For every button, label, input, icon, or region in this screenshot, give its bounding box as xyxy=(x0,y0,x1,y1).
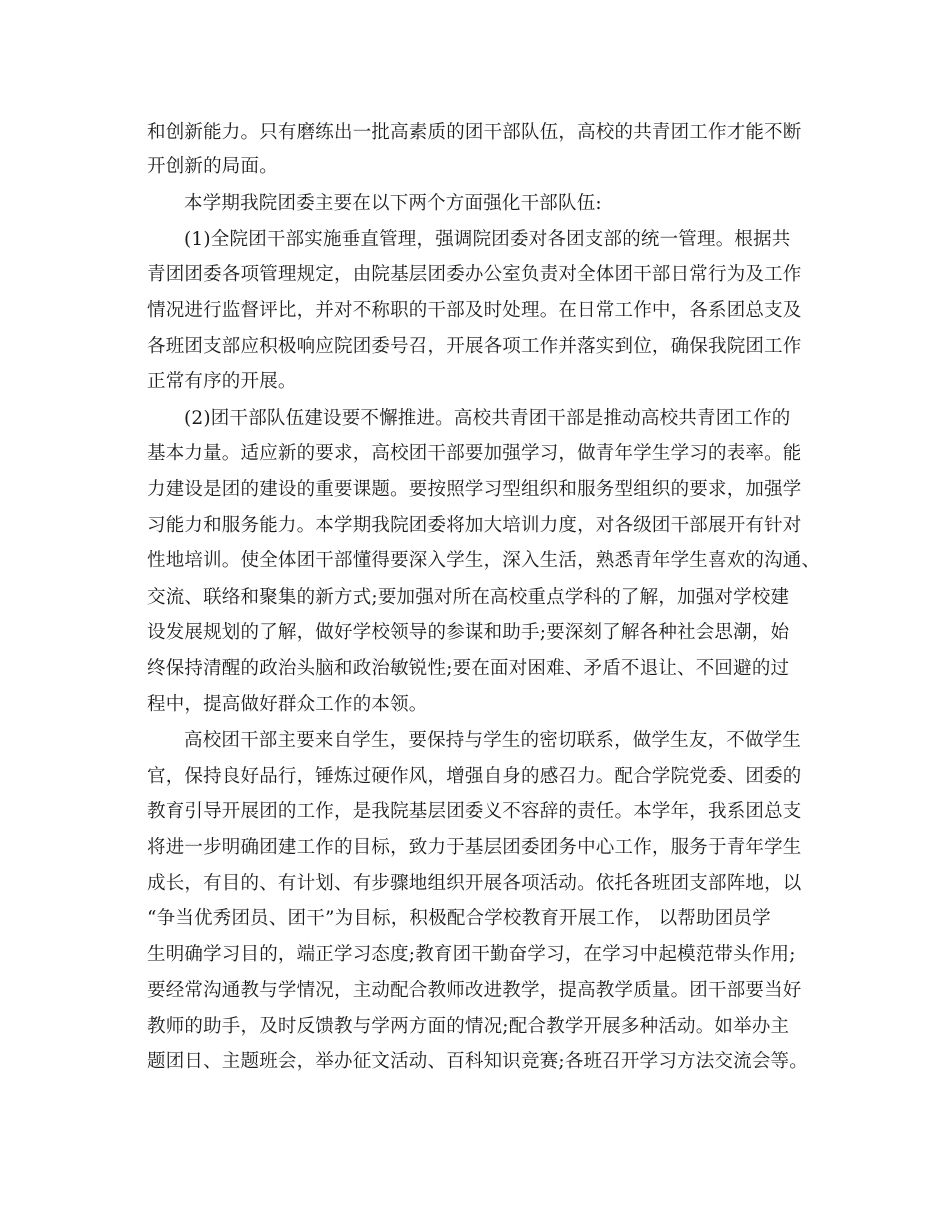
text-line: 成长，有目的、有计划、有步骤地组织开展各项活动。依托各班团支部阵地，以 xyxy=(147,873,802,894)
text-line: 和创新能力。只有磨练出一批高素质的团干部队伍，高校的共青团工作才能不断 xyxy=(147,122,802,143)
paragraph-first-line: 本学期我院团委主要在以下两个方面强化干部队伍: xyxy=(184,193,602,214)
text-line: 生明确学习目的，端正学习态度;教育团干勤奋学习，在学习中起模范带头作用; xyxy=(147,944,796,965)
text-line: 情况进行监督评比，并对不称职的干部及时处理。在日常工作中，各系团总支及 xyxy=(147,300,802,321)
text-line: 程中，提高做好群众工作的本领。 xyxy=(147,694,428,715)
text-line: 力建设是团的建设的重要课题。要按照学习型组织和服务型组织的要求，加强学 xyxy=(147,479,802,500)
text-line: 各班团支部应积极响应院团委号召，开展各项工作并落实到位，确保我院团工作 xyxy=(147,336,802,357)
text-line: “争当优秀团员、团干”为目标，积极配合学校教育开展工作， 以帮助团员学 xyxy=(147,908,771,929)
text-line: 习能力和服务能力。本学期我院团委将加大培训力度，对各级团干部展开有针对 xyxy=(147,515,802,536)
text-line: 要经常沟通教与学情况，主动配合教师改进教学，提高教学质量。团干部要当好 xyxy=(147,980,802,1001)
text-line: 开创新的局面。 xyxy=(147,156,278,177)
text-line: 正常有序的开展。 xyxy=(147,371,297,392)
text-line: 终保持清醒的政治头脑和政治敏锐性;要在面对困难、矛盾不退让、不回避的过 xyxy=(147,658,790,679)
text-line: 交流、联络和聚集的新方式;要加强对所在高校重点学科的了解，加强对学校建 xyxy=(147,587,790,608)
text-line: 教师的助手，及时反馈教与学两方面的情况;配合教学开展多种活动。如举办主 xyxy=(147,1016,790,1037)
paragraph-first-line: (2)团干部队伍建设要不懈推进。高校共青团干部是推动高校共青团工作的 xyxy=(184,408,791,429)
text-line: 题团日、主题班会，举办征文活动、百科知识竞赛;各班召开学习方法交流会等。 xyxy=(147,1051,808,1072)
text-line: 教育引导开展团的工作，是我院基层团委义不容辞的责任。本学年，我系团总支 xyxy=(147,801,802,822)
text-line: 设发展规划的了解，做好学校领导的参谋和助手;要深刻了解各种社会思潮，始 xyxy=(147,622,790,643)
text-line: 性地培训。使全体团干部懂得要深入学生，深入生活，熟悉青年学生喜欢的沟通、 xyxy=(147,550,821,571)
paragraph-first-line: 高校团干部主要来自学生，要保持与学生的密切联系，做学生友，不做学生 xyxy=(184,730,802,751)
text-line: 青团团委各项管理规定，由院基层团委办公室负责对全体团干部日常行为及工作 xyxy=(147,264,802,285)
text-line: 将进一步明确团建工作的目标，致力于基层团委团务中心工作，服务于青年学生 xyxy=(147,837,802,858)
text-line: 基本力量。适应新的要求，高校团干部要加强学习，做青年学生学习的表率。能 xyxy=(147,443,802,464)
text-line: 官，保持良好品行，锤炼过硬作风，增强自身的感召力。配合学院党委、团委的 xyxy=(147,766,802,787)
paragraph-first-line: (1)全院团干部实施垂直管理，强调院团委对各团支部的统一管理。根据共 xyxy=(184,229,791,250)
